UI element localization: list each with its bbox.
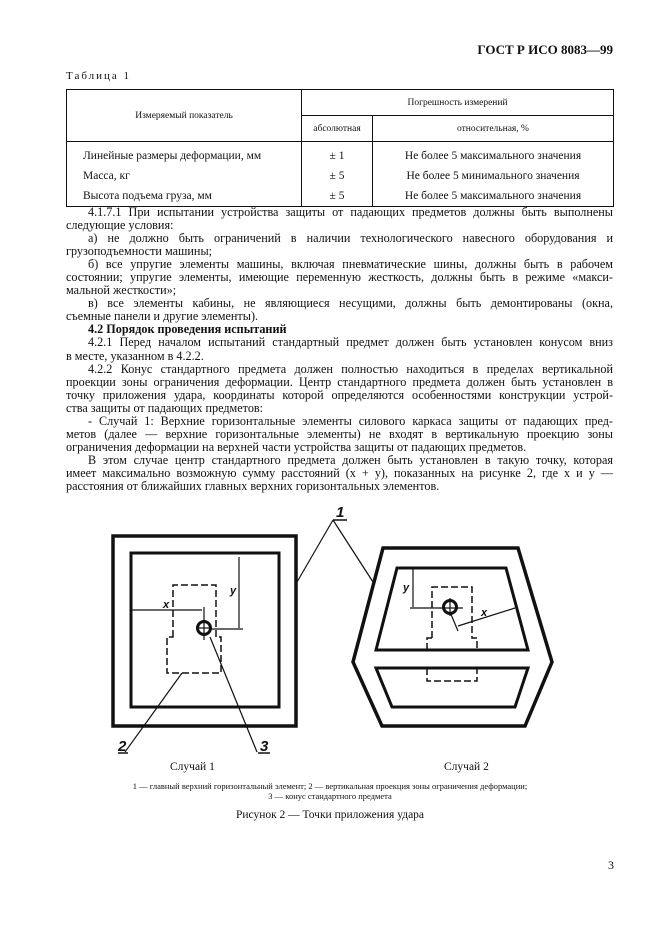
col-header-error: Погрешность измерений xyxy=(302,90,614,116)
dim-y-case2: y xyxy=(403,582,410,594)
text-line: в месте, указанном в 4.2.2. xyxy=(66,349,204,363)
text-line: расстояния от ближайших главных верхних горизонтальных элементов. xyxy=(66,479,440,493)
text-line: метов (далее — верхние горизонтальные элементы) не входят в вертикальную проекцию зоны xyxy=(66,427,613,441)
text-line: проекции зоны ограничения деформации. Центр стандартного предмета должен быть установлен в xyxy=(66,375,613,389)
label-2: 2 xyxy=(118,738,127,755)
cell-name: Высота подъема груза, мм xyxy=(67,186,302,207)
text-line: состоянии; упругие элементы, имеющие переменную жесткость, должны быть в режиме «макси- xyxy=(66,271,613,285)
dim-y-case1: y xyxy=(230,585,237,597)
text-line: съемные панели и другие элементы). xyxy=(66,310,259,324)
text-line: имеет максимально возможную сумму расстояний (x + y), показанных на рисунке 2, где x и y — xyxy=(66,466,613,480)
text-line: ограничения деформации на верхней части устройства защиты от падающих предметов. xyxy=(66,440,527,454)
cell-rel: Не более 5 минимального значения xyxy=(373,166,614,186)
text-line: - Случай 1: Верхние горизонтальные элементы силового каркаса защиты от падающих пред- xyxy=(88,414,613,428)
cell-abs: ± 5 xyxy=(302,166,373,186)
text-line: точку приложения удара, координаты которой определяются особенностями конструкции устрой- xyxy=(66,388,613,402)
text-line: ства защиты от падающих предметов: xyxy=(66,401,264,415)
dim-x-case2: x xyxy=(481,607,488,619)
label-1: 1 xyxy=(336,504,345,521)
table-caption: Таблица 1 xyxy=(66,70,132,82)
case1-diagram xyxy=(113,536,296,753)
cell-abs: ± 5 xyxy=(302,186,373,207)
text-line: В этом случае центр стандартного предмета должен быть установлен в такую точку, которая xyxy=(88,453,613,467)
col-header-relative: относительная, % xyxy=(373,116,614,142)
text-line: а) не должно быть ограничений в наличии технологического навесного оборудования и xyxy=(88,232,613,246)
figure-legend-line2: 3 — конус стандартного предмета xyxy=(268,791,392,801)
text-line: в) все элементы кабины, не являющиеся несущими, должны быть демонтированы (окна, xyxy=(88,297,613,311)
case2-diagram xyxy=(353,548,552,726)
col-header-absolute: абсолютная xyxy=(302,116,373,142)
page-number: 3 xyxy=(608,858,614,872)
section-heading: 4.2 Порядок проведения испытаний xyxy=(88,323,287,337)
col-header-indicator: Измеряемый показатель xyxy=(67,90,302,142)
text-line: мальной жесткости»; xyxy=(66,284,177,298)
case1-caption: Случай 1 xyxy=(170,761,215,773)
cell-rel: Не более 5 максимального значения xyxy=(373,186,614,207)
cell-abs: ± 1 xyxy=(302,142,373,167)
label-3: 3 xyxy=(260,738,269,755)
text-line: следующие условия: xyxy=(66,219,174,233)
text-line: грузоподъемности машины; xyxy=(66,245,213,259)
text-line: 4.2.2 Конус стандартного предмета должен полностью находиться в пределах вертикальной xyxy=(88,362,613,376)
text-line: 4.2.1 Перед началом испытаний стандартный предмет должен быть установлен конусом вниз xyxy=(88,336,613,350)
figure-legend-line1: 1 — главный верхний горизонтальный элемент; 2 — вертикальная проекция зоны ограничения деформации; xyxy=(132,781,528,791)
standard-header: ГОСТ Р ИСО 8083—99 xyxy=(477,42,613,57)
case2-caption: Случай 2 xyxy=(444,761,489,773)
cell-name: Масса, кг xyxy=(67,166,302,186)
text-line: 4.1.7.1 При испытании устройства защиты от падающих предметов должны быть выполнены xyxy=(88,206,613,219)
dim-x-case1: x xyxy=(163,599,170,611)
figure-title: Рисунок 2 — Точки приложения удара xyxy=(235,809,425,821)
cell-name: Линейные размеры деформации, мм xyxy=(67,142,302,167)
text-line: б) все упругие элементы машины, включая пневматические шины, должны быть в рабочем xyxy=(88,258,613,272)
cell-rel: Не более 5 максимального значения xyxy=(373,142,614,167)
